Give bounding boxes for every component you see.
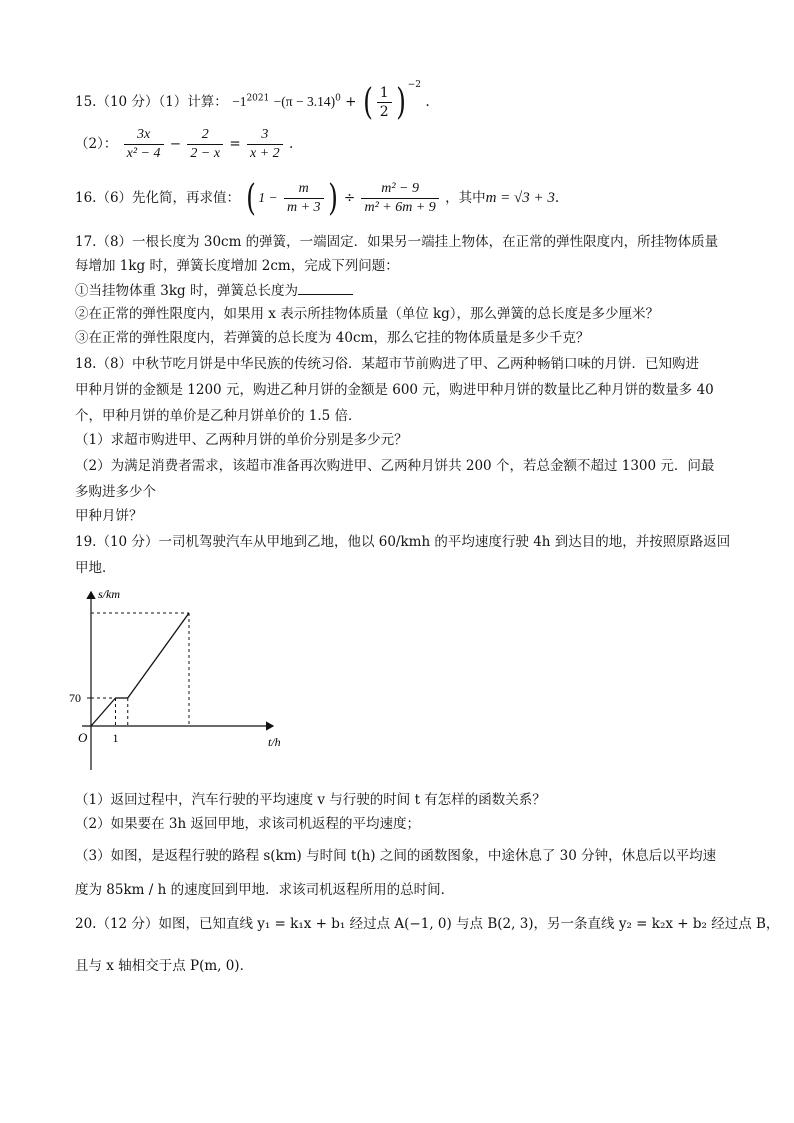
q20-line1: 20.（12 分）如图，已知直线 y₁ = k₁x + b₁ 经过点 A(−1, 0) 与点 B(2, 3)，另一条直线 y₂ = k₂x + b₂ 经过点 B， bbox=[75, 916, 780, 932]
q19-line1: 19.（10 分）一司机驾驶汽车从甲地到乙地，他以 60/kmh 的平均速度行驶 4h 到达目的地，并按照原路返回 bbox=[75, 534, 731, 550]
q16-end: . bbox=[554, 190, 560, 206]
y-tick-label: 70 bbox=[69, 691, 81, 705]
q15-f1-den: x² − 4 bbox=[126, 146, 161, 161]
q16-label: 16.（6）先化简，再求值： bbox=[75, 190, 241, 206]
q18-line7: 甲种月饼？ bbox=[75, 508, 143, 524]
series-segment bbox=[91, 698, 116, 726]
q16-f2 bbox=[361, 180, 438, 217]
q15-plus: + bbox=[345, 94, 357, 110]
q16-f1-num: m bbox=[284, 180, 324, 199]
q15-eq: = bbox=[229, 136, 241, 152]
y-axis-label: s/km bbox=[98, 587, 120, 601]
chart-marks bbox=[69, 613, 189, 745]
q15-line2 bbox=[75, 126, 293, 163]
q15-expr-a: −1 bbox=[232, 94, 247, 109]
q15-f2-num: 2 bbox=[187, 126, 223, 145]
series-segment bbox=[128, 613, 189, 698]
answer-blank bbox=[298, 280, 353, 295]
q15-f1-num: 3x bbox=[124, 126, 164, 145]
q16-f2-den: m² + 6m + 9 bbox=[364, 200, 436, 215]
q15-f1 bbox=[124, 126, 164, 163]
q19-sub2: （2）如果要在 3h 返回甲地，求该司机返程的平均速度； bbox=[75, 816, 420, 832]
q15-end: . bbox=[425, 94, 430, 110]
q19-sub3-line1: （3）如图，是返程行驶的路程 s(km) 与时间 t(h) 之间的函数图象，中途休息了 30 分钟，休息后以平均速 bbox=[75, 848, 717, 864]
x-axis-label: t/h bbox=[268, 735, 281, 749]
q18-line3: 个，甲种月饼的单价是乙种月饼单价的 1.5 倍． bbox=[75, 408, 362, 424]
q15-2-label: （2）： bbox=[75, 136, 118, 152]
q16-div: ÷ bbox=[343, 190, 356, 206]
q15-expr-b: −(π − 3.14) bbox=[273, 94, 336, 109]
q18-line1: 18.（8）中秋节吃月饼是中华民族的传统习俗．某超市节前购进了甲、乙两种畅销口味的月饼．已知购进 bbox=[75, 356, 700, 372]
q15-f3-num: 3 bbox=[247, 126, 283, 145]
q20-line2: 且与 x 轴相交于点 P(m, 0)． bbox=[75, 958, 254, 974]
q19-sub1: （1）返回过程中，汽车行驶的平均速度 v 与行驶的时间 t 有怎样的函数关系？ bbox=[75, 792, 546, 808]
q17-line5: ③在正常的弹性限度内，若弹簧的总长度为 40cm，那么它挂的物体质量是多少千克？ bbox=[75, 330, 590, 346]
q16-f1 bbox=[284, 180, 324, 217]
q17-line3-text: ①当挂物体重 3kg 时，弹簧总长度为 bbox=[75, 283, 298, 299]
q16-one-minus: 1 − bbox=[258, 190, 278, 205]
q15-f2 bbox=[187, 126, 223, 163]
q16-where: ，其中 bbox=[445, 190, 486, 206]
left-paren: ( bbox=[246, 177, 257, 219]
q15-line1 bbox=[75, 79, 430, 123]
q16-m-val: m = √3 + 3 bbox=[485, 190, 555, 206]
q17-line3 bbox=[75, 280, 353, 301]
right-paren: ) bbox=[327, 177, 338, 219]
q18-line4: （1）求超市购进甲、乙两种月饼的单价分别是多少元？ bbox=[75, 432, 408, 448]
q15-f2-den: 2 − x bbox=[190, 146, 221, 161]
s-t-graph bbox=[68, 582, 298, 777]
q15-minus: − bbox=[169, 136, 182, 152]
q19-line2: 甲地． bbox=[75, 560, 116, 576]
q18-line2: 甲种月饼的金额是 1200 元，购进乙种月饼的金额是 600 元，购进甲种月饼的数量比乙种月饼的数量多 40 bbox=[75, 382, 714, 398]
q16-f2-num: m² − 9 bbox=[361, 180, 438, 199]
right-paren: ) bbox=[395, 81, 406, 123]
origin-label: O bbox=[78, 730, 88, 745]
q15-exp0: 0 bbox=[335, 93, 341, 104]
left-paren: ( bbox=[362, 81, 373, 123]
x-tick-label: 1 bbox=[112, 731, 119, 745]
q15-frac-den: 2 bbox=[379, 104, 389, 120]
q17-line2: 每增加 1kg 时，弹簧长度增加 2cm，完成下列问题： bbox=[75, 258, 399, 274]
q17-line1: 17.（8）一根长度为 30cm 的弹簧，一端固定．如果另一端挂上物体，在正常的弹性限度内，所挂物体质量 bbox=[75, 234, 719, 250]
q16-line bbox=[75, 177, 560, 219]
q15-frac-num: 1 bbox=[377, 84, 392, 103]
q15-label: 15.（10 分）（1）计算： bbox=[75, 94, 228, 110]
q19-sub3-line2: 度为 85km / h 的速度回到甲地．求该司机返程所用的总时间． bbox=[75, 882, 455, 898]
q15-frac-half bbox=[377, 84, 392, 121]
q16-f1-den: m + 3 bbox=[286, 200, 321, 215]
q15-exp: 2021 bbox=[246, 93, 270, 104]
q15-f3-den: x + 2 bbox=[249, 146, 280, 161]
q15-f3 bbox=[247, 126, 283, 163]
q18-line6: 多购进多少个 bbox=[75, 484, 156, 500]
q15-2-end: . bbox=[288, 136, 294, 152]
q18-line5: （2）为满足消费者需求，该超市准备再次购进甲、乙两种月饼共 200 个，若总金额不超过 1300 元．问最 bbox=[75, 458, 715, 474]
q15-exp-neg2: −2 bbox=[407, 79, 422, 90]
q17-line4: ②在正常的弹性限度内，如果用 x 表示所挂物体质量（单位 kg），那么弹簧的总长度是多少厘米？ bbox=[75, 306, 660, 322]
